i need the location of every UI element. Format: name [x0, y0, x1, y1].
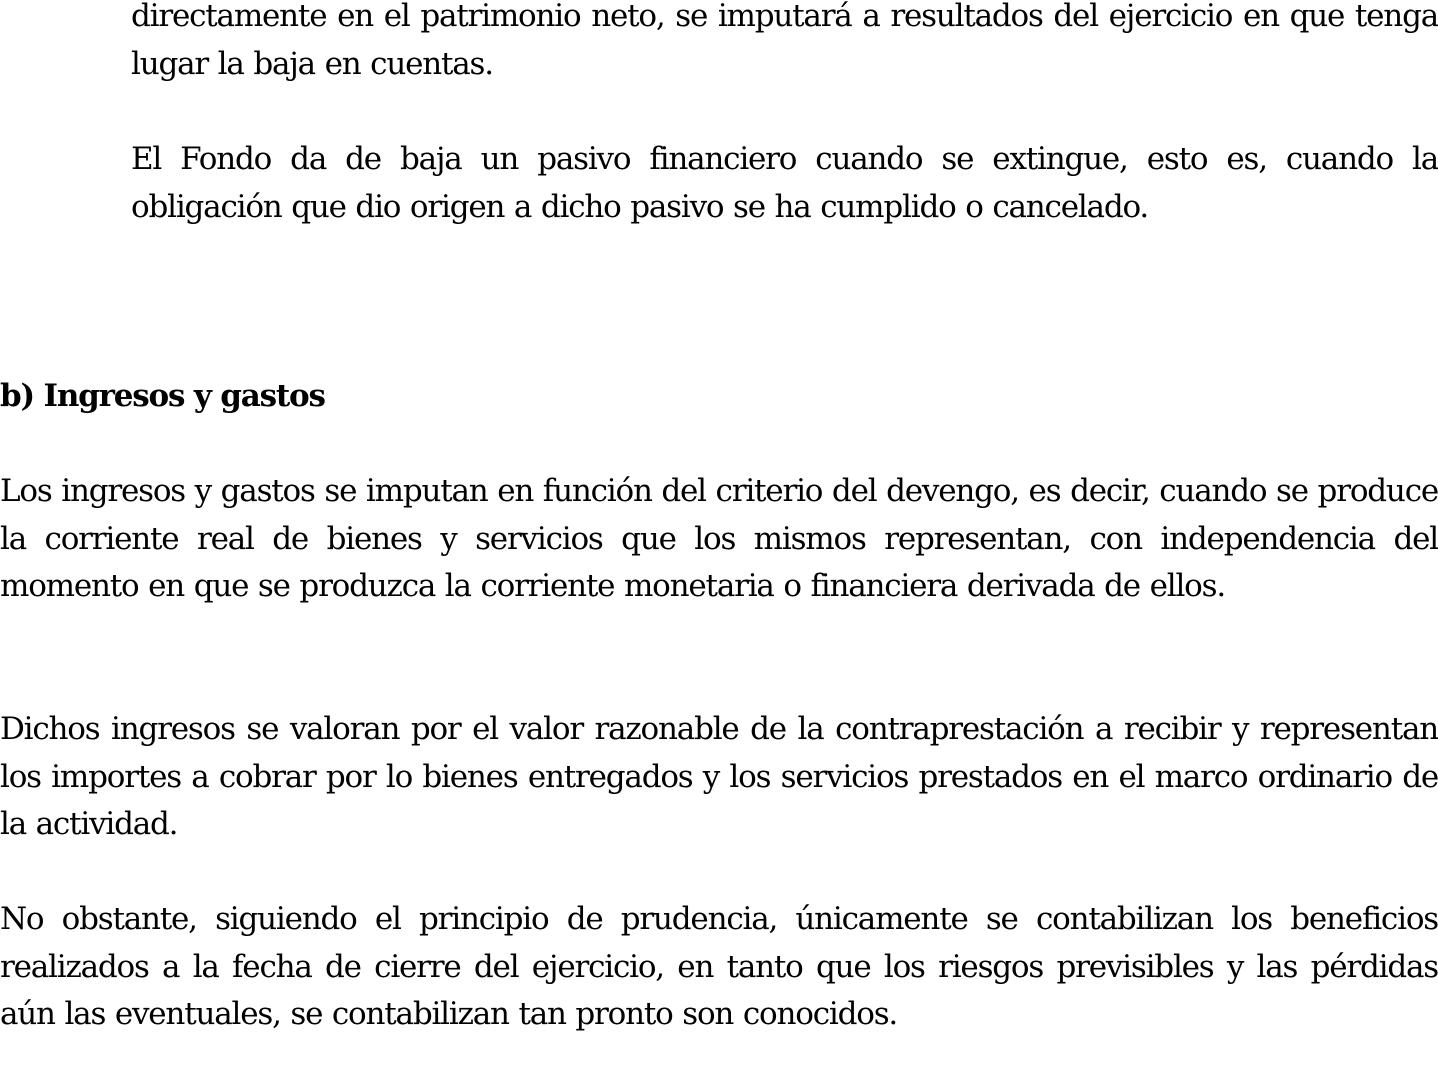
paragraph-baja-pasivo-financiero: El Fondo da de baja un pasivo financiero cuando se extingue, esto es, cuando la obligación que dio origen a dicho pasivo se ha cumplido o cancelado. [131, 141, 1438, 225]
paragraph-criterio-devengo: Los ingresos y gastos se imputan en función del criterio del devengo, es decir, cuando se produce la corriente real de bienes y servicios que los mismos representan, con independencia del momento en que se produzca la corriente monetaria o financiera derivada de ellos. [0, 473, 1438, 604]
paragraph-principio-prudencia: No obstante, siguiendo el principio de prudencia, únicamente se contabilizan los beneficios realizados a la fecha de cierre del ejercicio, en tanto que los riesgos previsibles y las pérdidas aún las eventuales, se contabilizan tan pronto son conocidos. [0, 901, 1438, 1032]
paragraph-patrimonio-neto: directamente en el patrimonio neto, se imputará a resultados del ejercicio en que tenga lugar la baja en cuentas. [131, 0, 1438, 82]
paragraph-valor-razonable: Dichos ingresos se valoran por el valor razonable de la contraprestación a recibir y representan los importes a cobrar por lo bienes entregados y los servicios prestados en el marco ordinario de la actividad. [0, 711, 1438, 842]
section-heading-ingresos-gastos: b) Ingresos y gastos [0, 378, 325, 414]
